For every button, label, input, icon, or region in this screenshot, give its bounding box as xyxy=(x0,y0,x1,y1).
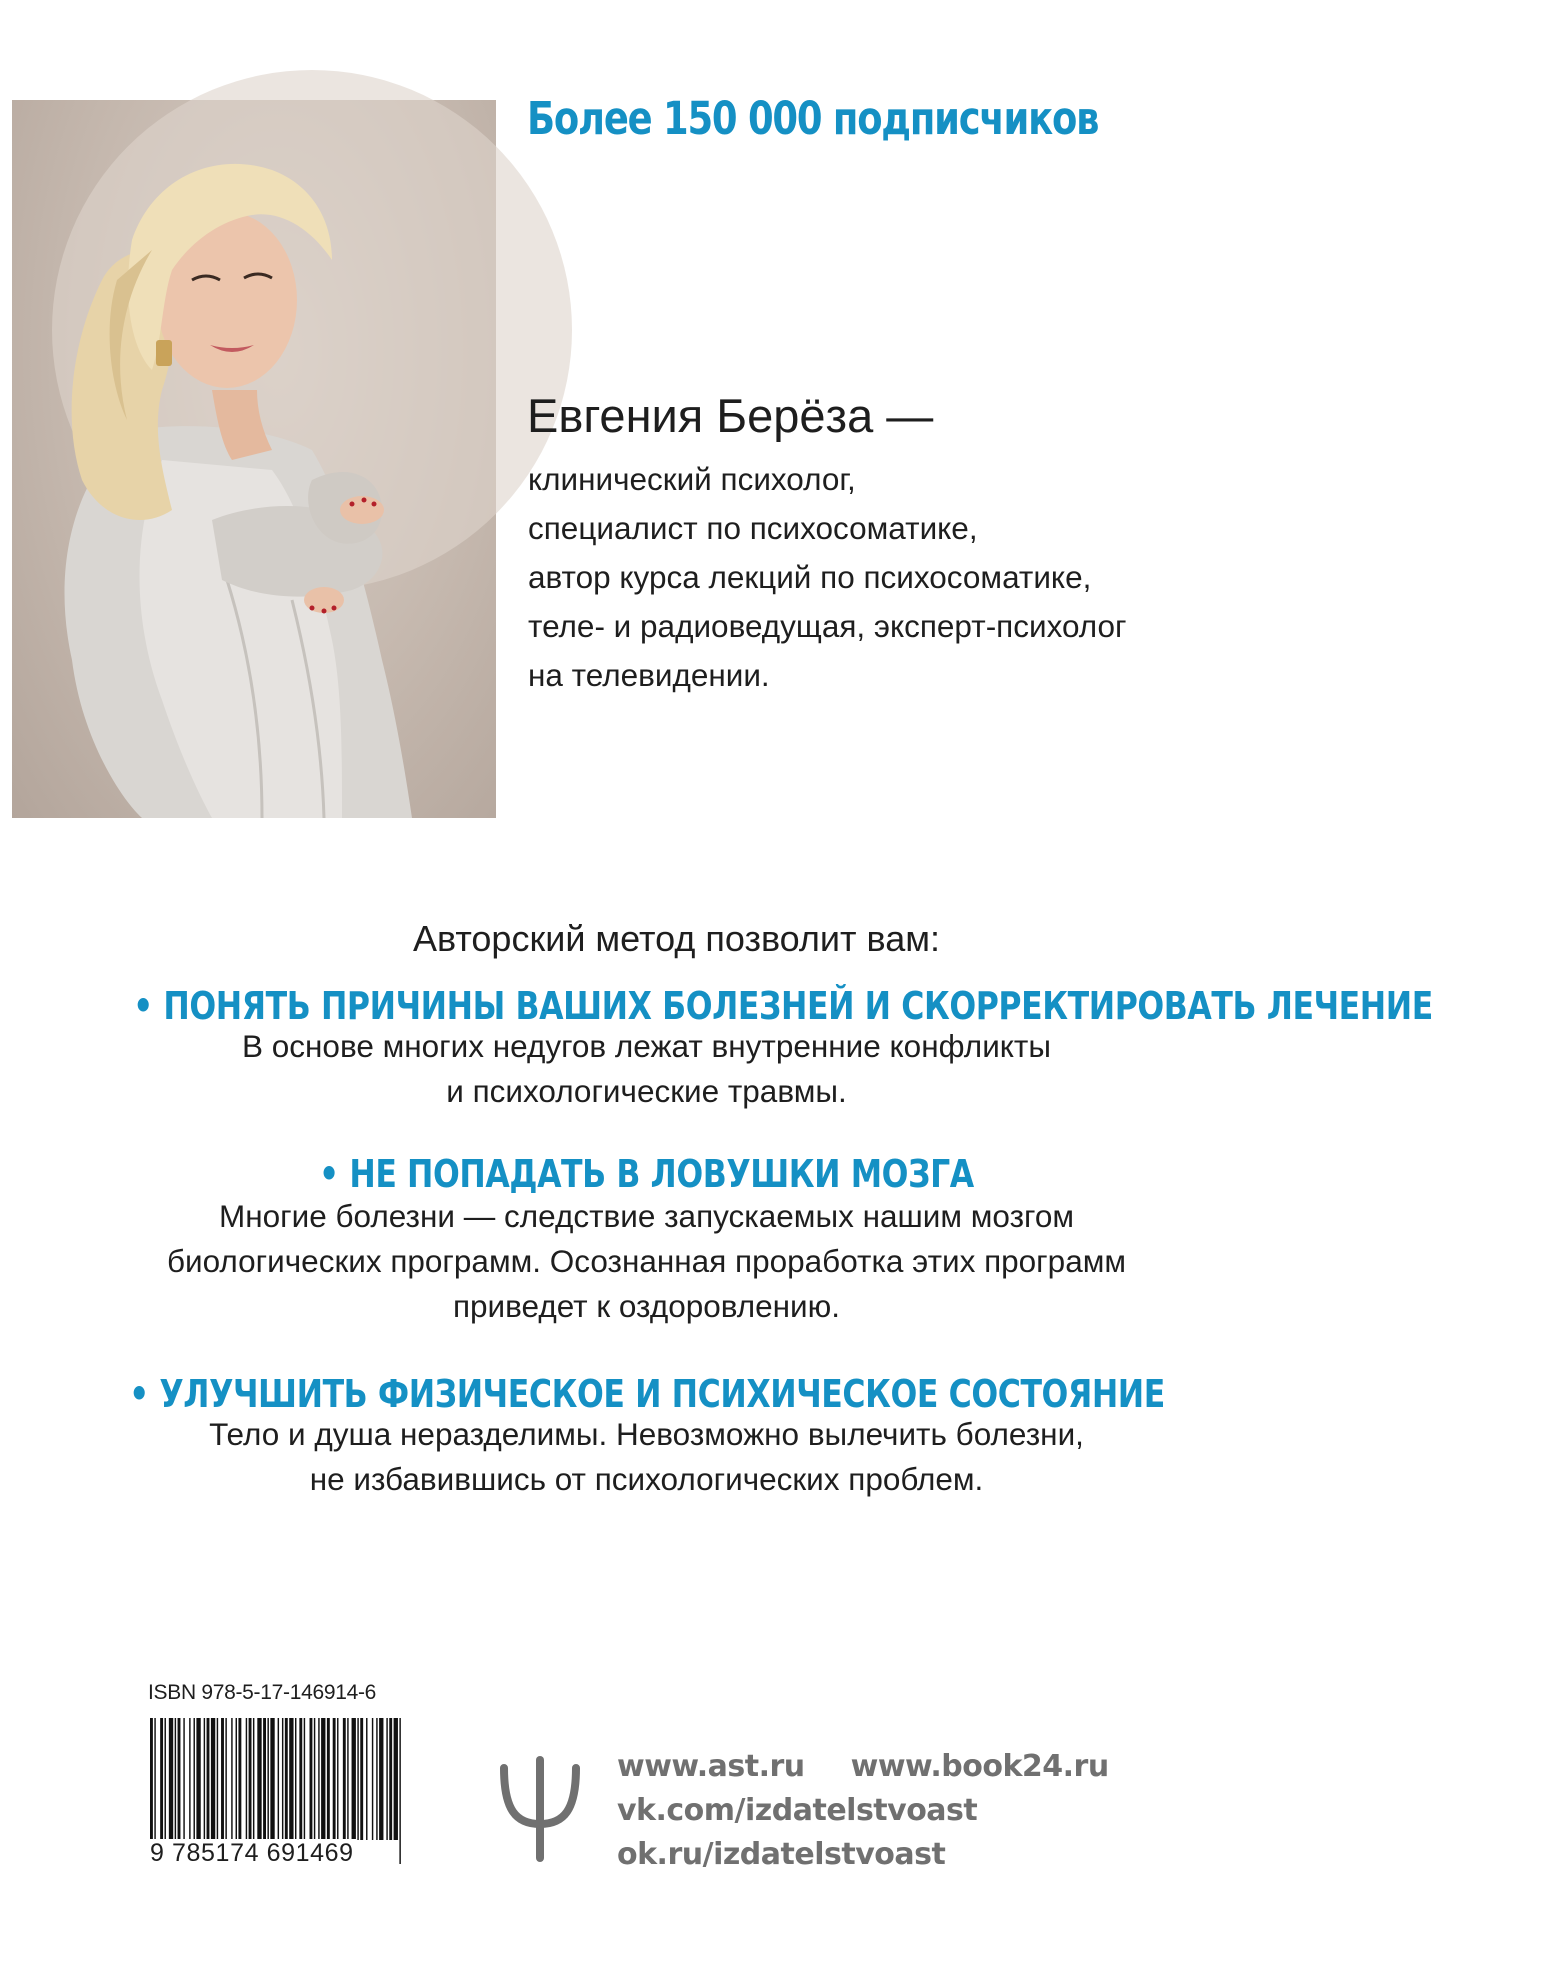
barcode-digits: 9 785174 691469 xyxy=(150,1839,354,1867)
subscribers-headline: Более 150 000 подписчиков xyxy=(527,92,1099,145)
benefit-text: Многие болезни — следствие запускаемых нашим мозгом xyxy=(218,1198,1075,1234)
benefit-block xyxy=(0,984,1433,1114)
link-row xyxy=(617,1745,1109,1789)
benefit-title: • НЕ ПОПАДАТЬ В ЛОВУШКИ МОЗГА xyxy=(319,1152,974,1196)
link-ok: ok.ru/izdatelstvoast xyxy=(617,1837,946,1872)
author-photo-illustration xyxy=(12,100,496,818)
benefit-title: • ПОНЯТЬ ПРИЧИНЫ ВАШИХ БОЛЕЗНЕЙ И СКОРРЕКТИРОВАТЬ ЛЕЧЕНИЕ xyxy=(133,984,1433,1028)
author-name: Евгения Берёза — xyxy=(527,389,934,442)
isbn-label: ISBN 978-5-17-146914-6 xyxy=(148,1681,377,1704)
link-ast: www.ast.ru xyxy=(617,1749,805,1784)
bio-line: автор курса лекций по психосоматике, xyxy=(528,559,1092,595)
benefit-title: • УЛУЧШИТЬ ФИЗИЧЕСКОЕ И ПСИХИЧЕСКОЕ СОСТОЯНИЕ xyxy=(128,1372,1165,1416)
author-photo xyxy=(12,100,496,818)
bio-line: теле- и радиоведущая, эксперт-психолог xyxy=(528,608,1127,644)
benefit-text: Тело и душа неразделимы. Невозможно вылечить болезни, xyxy=(209,1416,1084,1452)
benefit-text: приведет к оздоровлению. xyxy=(452,1288,841,1324)
benefit-text: не избавившись от психологических проблем. xyxy=(309,1461,984,1497)
link-vk: vk.com/izdatelstvoast xyxy=(617,1793,978,1828)
link-book24: www.book24.ru xyxy=(850,1749,1109,1784)
benefit-block xyxy=(0,1152,1293,1329)
benefit-text: биологических программ. Осознанная проработка этих программ xyxy=(166,1243,1127,1279)
bio-line: специалист по психосоматике, xyxy=(528,510,978,546)
psi-icon xyxy=(498,1754,582,1864)
benefit-text: В основе многих недугов лежат внутренние конфликты xyxy=(242,1028,1051,1064)
author-bio xyxy=(528,455,1268,700)
benefit-text: и психологические травмы. xyxy=(446,1073,847,1109)
method-intro: Авторский метод позволит вам: xyxy=(412,918,940,959)
bio-line: на телевидении. xyxy=(528,657,770,693)
publisher-links xyxy=(617,1745,1109,1877)
benefit-block xyxy=(0,1372,1293,1502)
bio-line: клинический психолог, xyxy=(528,461,856,497)
